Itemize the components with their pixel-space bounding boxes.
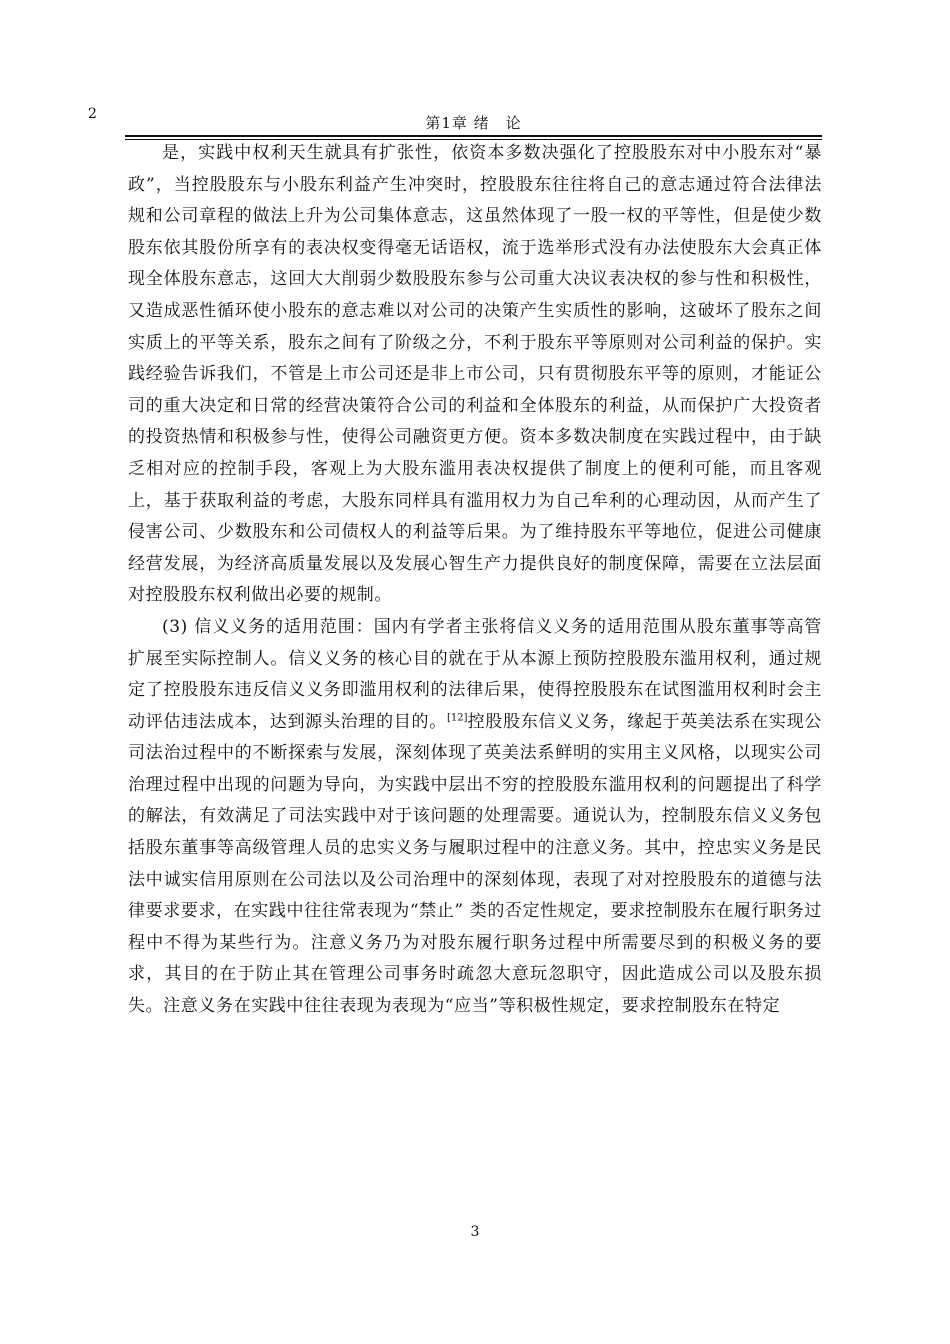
paragraph-2-text-after-cite: 控股股东信义义务，缘起于英美法系在实现公司法治过程中的不断探索与发展，深刻体现了英美法系鲜明的实用主义风格，以现实公司治理过程中出现的问题为导向，为实践中层出不穷的控股股东滥用权利的问题提出了科学的解法，有效满足了司法实践中对于该问题的处理需要。通说认为，控制股东信义义务包括股东董事等高级管理人员的忠实义务与履职过程中的注意义务。其中，控忠实义务是民法中诚实信用原则在公司法以及公司治理中的深刻体现，表现了对对控股股东的道德与法律要求要求，在实践中往往常表现为“禁止” 类的否定性规定，要求控制股东在履行职务过程中不得为某些行为。注意义务乃为对股东履行职务过程中所需要尽到的积极义务的要求，其目的在于防止其在管理公司事务时疏忽大意玩忽职守，因此造成公司以及股东损失。注意义务在实践中往往表现为表现为“应当”等积极性规定，要求控制股东在特定 — [128, 711, 822, 1017]
paragraph-2-text-before-cite: (3) 信义义务的适用范围：国内有学者主张将信义义务的适用范围从股东董事等高管扩展至实际控制人。信义义务的核心目的就在于从本源上预防控股股东滥用权利，通过规定了控股股东违反信义义务即滥用权利的法律后果，使得控股股东在试图滥用权利时会主动评估违法成本，达到源头治理的目的。 — [128, 616, 822, 732]
paragraph-1: 是，实践中权利天生就具有扩张性，依资本多数决强化了控股股东对中小股东对“暴政”，当控股股东与小股东利益产生冲突时，控股股东往往将自己的意志通过符合法律法规和公司章程的做法上升为公司集体意志，这虽然体现了一股一权的平等性，但是使少数股东依其股份所享有的表决权变得毫无话语权，流于选举形式没有办法使股东大会真正体现全体股东意志，这回大大削弱少数股股东参与公司重大决议表决权的参与性和积极性，又造成恶性循环使小股东的意志难以对公司的决策产生实质性的影响，这破坏了股东之间实质上的平等关系，股东之间有了阶级之分，不利于股东平等原则对公司利益的保护。实践经验告诉我们，不管是上市公司还是非上市公司，只有贯彻股东平等的原则，才能证公司的重大决定和日常的经营决策符合公司的利益和全体股东的利益，从而保护广大投资者的投资热情和积极参与性，使得公司融资更方便。资本多数决制度在实践过程中，由于缺乏相对应的控制手段，客观上为大股东滥用表决权提供了制度上的便利可能，而且客观上，基于获取利益的考虑，大股东同样具有滥用权力为自己牟利的心理动因，从而产生了侵害公司、少数股东和公司债权人的利益等后果。为了维持股东平等地位，促进公司健康经营发展，为经济高质量发展以及发展心智生产力提供良好的制度保障，需要在立法层面对控股股东权利做出必要的规制。 — [128, 143, 822, 606]
citation-marker: [12] — [447, 712, 468, 724]
corner-page-number: 2 — [88, 106, 97, 122]
body-text — [128, 138, 822, 1023]
running-header-title: 第1章 绪 论 — [425, 114, 522, 132]
header-rule-thick — [125, 135, 822, 137]
footer-page-number: 3 — [470, 1224, 480, 1240]
paragraph-2 — [128, 612, 822, 1023]
